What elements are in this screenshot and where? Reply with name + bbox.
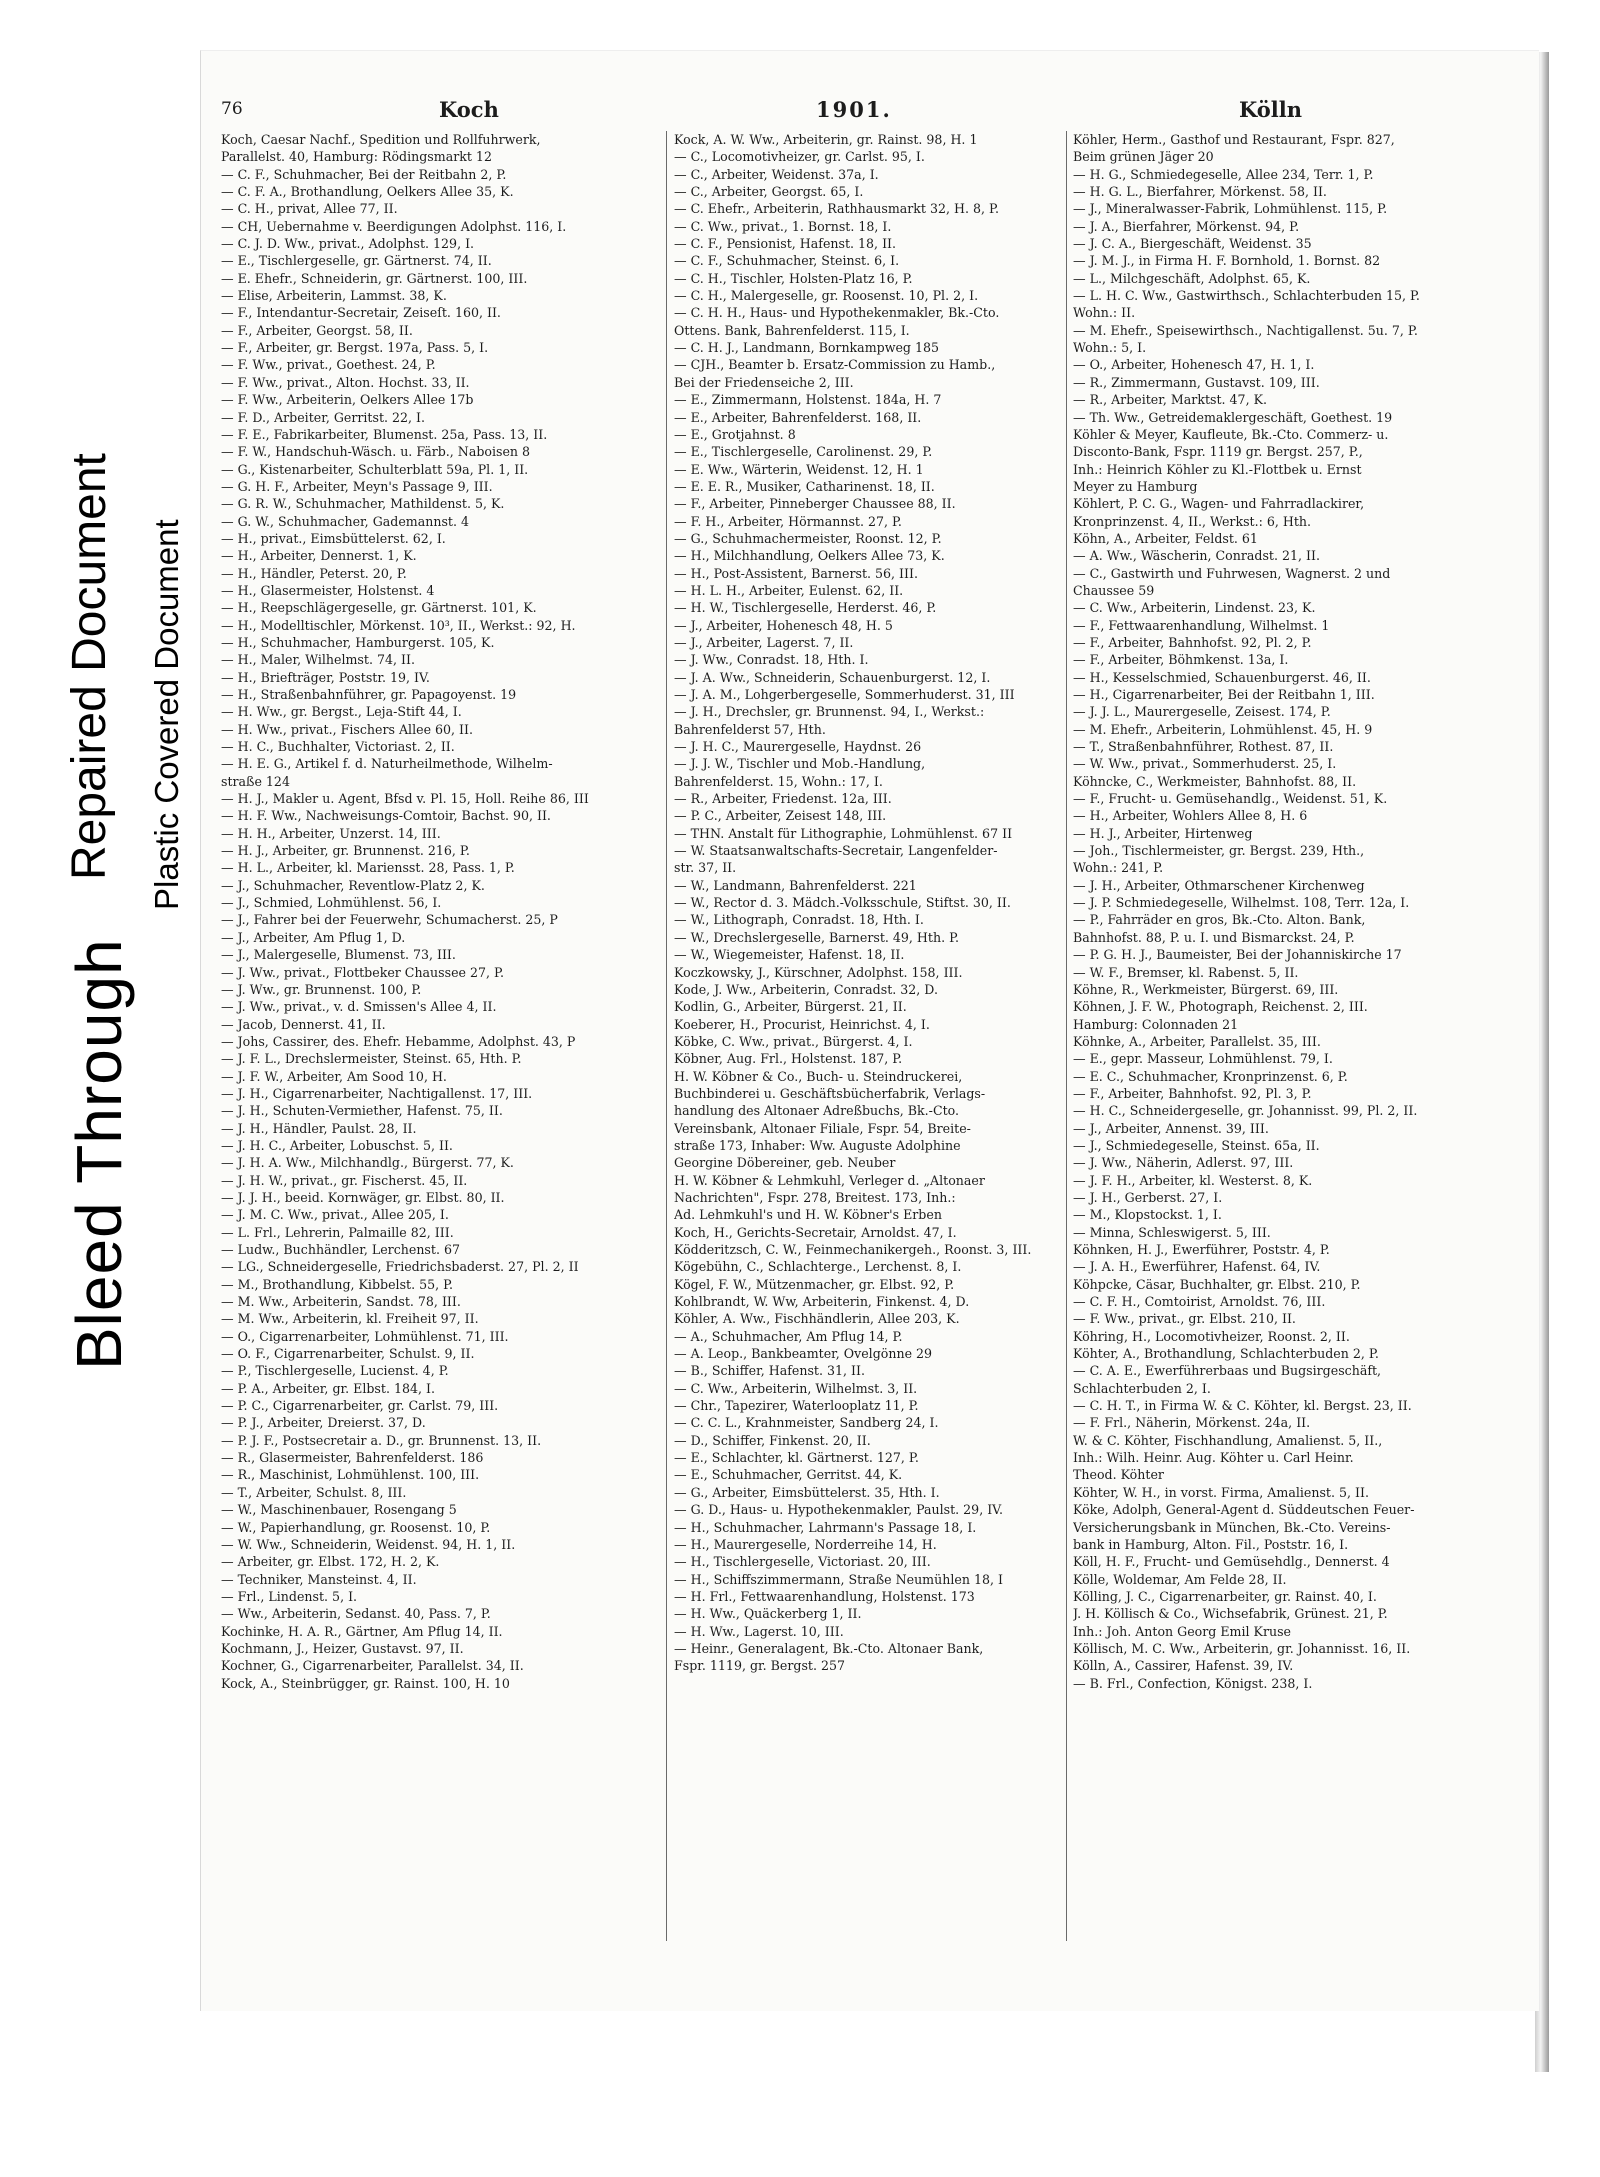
directory-entry: — C. Ww., privat., 1. Bornst. 18, I. bbox=[674, 218, 892, 234]
directory-entry: — J. Ww., Näherin, Adlerst. 97, III. bbox=[1073, 1155, 1294, 1171]
directory-entry: — CH, Uebernahme v. Beerdigungen Adolphst. 116, I. bbox=[221, 218, 567, 234]
directory-entry: — E., Schlachter, kl. Gärtnerst. 127, P. bbox=[674, 1450, 919, 1466]
directory-entry: — C. Ww., Arbeiterin, Wilhelmst. 3, II. bbox=[674, 1380, 918, 1396]
directory-entry: — J. P. Schmiedegeselle, Wilhelmst. 108, Terr. 12a, I. bbox=[1073, 895, 1410, 911]
directory-entry: Köhn, A., Arbeiter, Feldst. 61 bbox=[1073, 530, 1258, 546]
directory-entry: — Joh., Tischlermeister, gr. Bergst. 239, Hth., bbox=[1073, 843, 1365, 859]
running-head bbox=[201, 97, 1539, 131]
directory-entry: — M. Ehefr., Speisewirthsch., Nachtigallenst. 5u. 7, P. bbox=[1073, 322, 1418, 338]
directory-entry: H. W. Köbner & Lehmkuhl, Verleger d. „Altonaer bbox=[674, 1172, 985, 1188]
directory-entry: — J. H., Arbeiter, Othmarschener Kirchenweg bbox=[1073, 877, 1365, 893]
directory-entry: Kock, A., Steinbrügger, gr. Rainst. 100, H. 10 bbox=[221, 1675, 510, 1691]
directory-entry: — R., Glasermeister, Bahrenfelderst. 186 bbox=[221, 1450, 484, 1466]
directory-entry: Köhler & Meyer, Kaufleute, Bk.-Cto. Commerz- u. bbox=[1073, 426, 1389, 442]
directory-entry: Köhnen, J. F. W., Photograph, Reichenst. 2, III. bbox=[1073, 999, 1368, 1015]
directory-entry: — H. F. Ww., Nachweisungs-Comtoir, Bachst. 90, II. bbox=[221, 808, 551, 824]
directory-entry: — Heinr., Generalagent, Bk.-Cto. Altonaer Bank, bbox=[674, 1640, 984, 1656]
directory-entry: Köhnken, H. J., Ewerführer, Poststr. 4, P. bbox=[1073, 1242, 1330, 1257]
directory-entry: — O., Arbeiter, Hohenesch 47, H. 1, I. bbox=[1073, 357, 1315, 373]
directory-entry: — T., Arbeiter, Schulst. 8, III. bbox=[221, 1484, 407, 1500]
directory-entry: — H. L. H., Arbeiter, Eulenst. 62, II. bbox=[674, 582, 904, 598]
directory-entry: Inh.: Heinrich Köhler zu Kl.-Flottbek u. Ernst bbox=[1073, 461, 1362, 477]
directory-entry: — P. G. H. J., Baumeister, Bei der Johanniskirche 17 bbox=[1073, 947, 1402, 963]
directory-entry: — F. W., Handschuh-Wäsch. u. Färb., Naboisen 8 bbox=[221, 444, 531, 460]
directory-entry: — W. F., Bremser, kl. Rabenst. 5, II. bbox=[1073, 964, 1299, 980]
directory-entry: — F. Frl., Näherin, Mörkenst. 24a, II. bbox=[1073, 1415, 1311, 1431]
directory-column-2 bbox=[674, 131, 1054, 1951]
year-heading: 1901. bbox=[816, 97, 892, 122]
directory-entry: Köhler, A. Ww., Fischhändlerin, Allee 203, K. bbox=[674, 1311, 960, 1327]
directory-entry: — M. Ehefr., Arbeiterin, Lohmühlenst. 45, H. 9 bbox=[1073, 721, 1373, 737]
directory-entry: Kodlin, G., Arbeiter, Bürgerst. 21, II. bbox=[674, 999, 907, 1015]
directory-entry: Kögel, F. W., Mützenmacher, gr. Elbst. 92, P. bbox=[674, 1276, 955, 1292]
directory-entry: — H., Glasermeister, Holstenst. 4 bbox=[221, 582, 435, 598]
directory-entry: Köhpcke, Cäsar, Buchhalter, gr. Elbst. 210, P. bbox=[1073, 1276, 1361, 1292]
directory-entry: — F., Fettwaarenhandlung, Wilhelmst. 1 bbox=[1073, 617, 1330, 633]
directory-entry: — J. A. H., Ewerführer, Hafenst. 64, IV. bbox=[1073, 1259, 1321, 1275]
directory-entry: — H., Post-Assistent, Barnerst. 56, III. bbox=[674, 565, 918, 581]
directory-entry: — C. F., Schuhmacher, Bei der Reitbahn 2, P. bbox=[221, 166, 507, 182]
directory-column-3 bbox=[1073, 131, 1513, 1951]
directory-entry: — J., Arbeiter, Am Pflug 1, D. bbox=[221, 929, 406, 945]
plastic-covered-label: Plastic Covered Document bbox=[148, 519, 185, 910]
directory-entry: Parallelst. 40, Hamburg: Rödingsmarkt 12 bbox=[221, 149, 492, 165]
directory-entry: Buchbinderei u. Geschäftsbücherfabrik, Verlags- bbox=[674, 1085, 986, 1101]
directory-entry: — W., Landmann, Bahrenfelderst. 221 bbox=[674, 877, 917, 893]
directory-entry: — J. F. H., Arbeiter, kl. Westerst. 8, K. bbox=[1073, 1172, 1313, 1188]
directory-entry: — P., Fahrräder en gros, Bk.-Cto. Alton. Bank, bbox=[1073, 912, 1366, 928]
directory-entry: — P. A., Arbeiter, gr. Elbst. 184, I. bbox=[221, 1380, 435, 1396]
directory-entry: — J. H., Drechsler, gr. Brunnenst. 94, I., Werkst.: bbox=[674, 704, 985, 720]
directory-entry: — H., Briefträger, Poststr. 19, IV. bbox=[221, 669, 430, 685]
directory-entry: Köhnke, A., Arbeiter, Parallelst. 35, III. bbox=[1073, 1033, 1321, 1049]
directory-entry: — J. F. W., Arbeiter, Am Sood 10, H. bbox=[221, 1068, 447, 1084]
directory-entry: — J. M. J., in Firma H. F. Bornhold, 1. Bornst. 82 bbox=[1073, 253, 1381, 269]
directory-entry: — J. H. W., privat., gr. Fischerst. 45, II. bbox=[221, 1172, 468, 1188]
directory-entry: — C. F., Pensionist, Hafenst. 18, II. bbox=[674, 236, 897, 252]
directory-entry: — H. Ww., Quäckerberg 1, II. bbox=[674, 1606, 862, 1622]
directory-entry: Disconto-Bank, Fspr. 1119 gr. Bergst. 257, P., bbox=[1073, 444, 1363, 460]
directory-entry: Köhlert, P. C. G., Wagen- und Fahrradlackirer, bbox=[1073, 496, 1365, 512]
directory-entry: — C., Gastwirth und Fuhrwesen, Wagnerst. 2 und bbox=[1073, 565, 1391, 581]
directory-entry: — Arbeiter, gr. Elbst. 172, H. 2, K. bbox=[221, 1554, 440, 1570]
directory-entry: — LG., Schneidergeselle, Friedrichsbaderst. 27, Pl. 2, II bbox=[221, 1259, 579, 1275]
directory-entry: — J., Arbeiter, Lagerst. 7, II. bbox=[674, 634, 854, 650]
directory-entry: — G. D., Haus- u. Hypothekenmakler, Paulst. 29, IV. bbox=[674, 1502, 1004, 1518]
directory-entry: — H. G. L., Bierfahrer, Mörkenst. 58, II. bbox=[1073, 184, 1327, 200]
directory-entry: — J., Malergeselle, Blumenst. 73, III. bbox=[221, 947, 456, 963]
directory-entry: — M., Klopstockst. 1, I. bbox=[1073, 1207, 1222, 1223]
directory-entry: — C., Arbeiter, Weidenst. 37a, I. bbox=[674, 166, 879, 182]
directory-entry: Koch, H., Gerichts-Secretair, Arnoldst. 47, I. bbox=[674, 1224, 957, 1240]
directory-entry: — C. H. H., Haus- und Hypothekenmakler, Bk.-Cto. bbox=[674, 305, 1000, 321]
directory-entry: — J. H., Schuten-Vermiether, Hafenst. 75, II. bbox=[221, 1103, 503, 1119]
directory-entry: — J. J. H., beeid. Kornwäger, gr. Elbst. 80, II. bbox=[221, 1189, 505, 1205]
directory-entry: — G., Arbeiter, Eimsbüttelerst. 35, Hth. I. bbox=[674, 1484, 940, 1500]
directory-entry: Köhler, Herm., Gasthof und Restaurant, Fspr. 827, bbox=[1073, 132, 1395, 147]
directory-entry: — F. H., Arbeiter, Hörmannst. 27, P. bbox=[674, 513, 902, 529]
directory-entry: — H., Schiffszimmermann, Straße Neumühlen 18, I bbox=[674, 1571, 1003, 1587]
directory-entry: handlung des Altonaer Adreßbuchs, Bk.-Cto. bbox=[674, 1103, 960, 1119]
directory-entry: — Frl., Lindenst. 5, I. bbox=[221, 1588, 358, 1604]
directory-entry: — W., Maschinenbauer, Rosengang 5 bbox=[221, 1502, 457, 1518]
directory-entry: W. & C. Köhter, Fischhandlung, Amalienst. 5, II., bbox=[1073, 1432, 1383, 1448]
directory-entry: Meyer zu Hamburg bbox=[1073, 478, 1198, 494]
directory-entry: — L. H. C. Ww., Gastwirthsch., Schlachterbuden 15, P. bbox=[1073, 288, 1420, 304]
directory-entry: Wohn.: 5, I. bbox=[1073, 340, 1147, 356]
directory-entry: Kögebühn, C., Schlachterge., Lerchenst. 8, I. bbox=[674, 1259, 962, 1275]
directory-entry: — F., Arbeiter, Pinneberger Chaussee 88, II. bbox=[674, 496, 956, 512]
directory-entry: Schlachterbuden 2, I. bbox=[1073, 1380, 1211, 1396]
directory-entry: — H. Ww., gr. Bergst., Leja-Stift 44, I. bbox=[221, 704, 462, 720]
directory-entry: — H. L., Arbeiter, kl. Mariensst. 28, Pass. 1, P. bbox=[221, 860, 515, 876]
directory-entry: Koch, Caesar Nachf., Spedition und Rollfuhrwerk, bbox=[221, 132, 541, 147]
directory-entry: str. 37, II. bbox=[674, 860, 737, 876]
directory-entry: — A. Leop., Bankbeamter, Ovelgönne 29 bbox=[674, 1346, 933, 1362]
directory-entry: — H., Cigarrenarbeiter, Bei der Reitbahn 1, III. bbox=[1073, 687, 1375, 702]
directory-entry: — J. Ww., Conradst. 18, Hth. I. bbox=[674, 652, 869, 668]
directory-entry: Köhter, A., Brothandlung, Schlachterbuden 2, P. bbox=[1073, 1346, 1379, 1362]
directory-entry: Köbke, C. Ww., privat., Bürgerst. 4, I. bbox=[674, 1033, 913, 1049]
directory-entry: Bahrenfelderst. 15, Wohn.: 17, I. bbox=[674, 773, 883, 789]
directory-entry: — G., Schuhmachermeister, Roonst. 12, P. bbox=[674, 530, 942, 546]
directory-entry: — P. C., Cigarrenarbeiter, gr. Carlst. 79, III. bbox=[221, 1398, 499, 1414]
directory-entry: — H., Kesselschmied, Schauenburgerst. 46, II. bbox=[1073, 669, 1371, 685]
directory-entry: Wohn.: 241, P. bbox=[1073, 860, 1164, 876]
directory-entry: Versicherungsbank in München, Bk.-Cto. Vereins- bbox=[1073, 1519, 1391, 1535]
directory-entry: — H. Ww., Lagerst. 10, III. bbox=[674, 1623, 844, 1639]
directory-entry: Kochmann, J., Heizer, Gustavst. 97, II. bbox=[221, 1640, 464, 1656]
directory-entry: — F., Intendantur-Secretair, Zeiseſt. 160, II. bbox=[221, 305, 501, 321]
directory-entry: — P. C., Arbeiter, Zeisest 148, III. bbox=[674, 808, 887, 824]
directory-entry: H. W. Köbner & Co., Buch- u. Steindruckerei, bbox=[674, 1068, 963, 1084]
directory-entry: — H. H., Arbeiter, Unzerst. 14, III. bbox=[221, 825, 441, 841]
directory-entry: — C. Ww., Arbeiterin, Lindenst. 23, K. bbox=[1073, 600, 1316, 616]
directory-entry: — J. H., Cigarrenarbeiter, Nachtigallenst. 17, III. bbox=[221, 1085, 533, 1101]
directory-entry: — Chr., Tapezirer, Waterlooplatz 11, P. bbox=[674, 1398, 919, 1414]
directory-entry: — M. Ww., Arbeiterin, kl. Freiheit 97, II. bbox=[221, 1311, 479, 1327]
directory-entry: — E., Schuhmacher, Gerritst. 44, K. bbox=[674, 1467, 903, 1483]
directory-entry: — J. H. A. Ww., Milchhandlg., Bürgerst. 77, K. bbox=[221, 1155, 514, 1171]
directory-entry: — H. W., Tischlergeselle, Herderst. 46, P. bbox=[674, 600, 937, 616]
directory-entry: — A. Ww., Wäscherin, Conradst. 21, II. bbox=[1073, 548, 1320, 564]
directory-entry: — C., Arbeiter, Georgst. 65, I. bbox=[674, 184, 864, 200]
directory-entry: — J., Fahrer bei der Feuerwehr, Schumacherst. 25, P bbox=[221, 912, 558, 928]
directory-entry: straße 173, Inhaber: Ww. Auguste Adolphine bbox=[674, 1137, 961, 1153]
directory-entry: — O., Cigarrenarbeiter, Lohmühlenst. 71, III. bbox=[221, 1328, 509, 1344]
directory-entry: Köbner, Aug. Frl., Holstenst. 187, P. bbox=[674, 1051, 903, 1067]
directory-entry: — W., Rector d. 3. Mädch.-Volksschule, Stiftst. 30, II. bbox=[674, 895, 1011, 911]
directory-entry: — H., Maurergeselle, Norderreihe 14, H. bbox=[674, 1536, 937, 1552]
directory-entry: — H. Frl., Fettwaarenhandlung, Holstenst. 173 bbox=[674, 1588, 975, 1604]
directory-entry: — G. H. F., Arbeiter, Meyn's Passage 9, III. bbox=[221, 478, 493, 494]
directory-entry: — J. C. A., Biergeschäft, Weidenst. 35 bbox=[1073, 236, 1312, 252]
directory-entry: — J., Schmied, Lohmühlenst. 56, I. bbox=[221, 895, 442, 911]
side-labels bbox=[0, 0, 200, 2177]
directory-entry: — M., Brothandlung, Kibbelst. 55, P. bbox=[221, 1276, 454, 1292]
directory-entry: — Ww., Arbeiterin, Sedanst. 40, Pass. 7, P. bbox=[221, 1606, 491, 1622]
directory-entry: — B., Schiffer, Hafenst. 31, II. bbox=[674, 1363, 865, 1379]
left-keyword: Koch bbox=[439, 97, 499, 122]
directory-entry: — W., Papierhandlung, gr. Roosenst. 10, P. bbox=[221, 1519, 491, 1535]
directory-entry: — J. Ww., privat., Flottbeker Chaussee 27, P. bbox=[221, 964, 504, 980]
directory-entry: — C. F., Schuhmacher, Steinst. 6, I. bbox=[674, 253, 900, 269]
directory-entry: — W., Wiegemeister, Hafenst. 18, II. bbox=[674, 947, 905, 963]
directory-entry: Wohn.: II. bbox=[1073, 305, 1136, 321]
directory-entry: — H., Händler, Peterst. 20, P. bbox=[221, 565, 407, 581]
directory-entry: — J. A., Bierfahrer, Mörkenst. 94, P. bbox=[1073, 218, 1300, 234]
bleed-through-label: Bleed Through bbox=[63, 938, 135, 1370]
directory-entry: — C. H., Malergeselle, gr. Roosenst. 10, Pl. 2, I. bbox=[674, 288, 979, 304]
directory-entry: Ottens. Bank, Bahrenfelderst. 115, I. bbox=[674, 322, 910, 338]
directory-entry: — J. J. W., Tischler und Mob.-Handlung, bbox=[674, 756, 926, 772]
directory-entry: Bahnhofst. 88, P. u. I. und Bismarckst. 24, P. bbox=[1073, 929, 1355, 945]
directory-entry: Köhne, R., Werkmeister, Bürgerst. 69, III. bbox=[1073, 981, 1339, 997]
directory-entry: — R., Arbeiter, Friedenst. 12a, III. bbox=[674, 791, 892, 807]
directory-entry: Köll, H. F., Frucht- und Gemüsehdlg., Dennerst. 4 bbox=[1073, 1554, 1390, 1570]
directory-entry: Koczkowsky, J., Kürschner, Adolphst. 158, III. bbox=[674, 964, 963, 980]
directory-entry: — F., Arbeiter, Georgst. 58, II. bbox=[221, 322, 413, 338]
directory-entry: Hamburg: Colonnaden 21 bbox=[1073, 1016, 1239, 1032]
repaired-document-label: Repaired Document bbox=[63, 453, 116, 880]
directory-entry: — F. E., Fabrikarbeiter, Blumenst. 25a, Pass. 13, II. bbox=[221, 426, 548, 442]
directory-entry: — W. Ww., privat., Sommerhuderst. 25, I. bbox=[1073, 756, 1337, 772]
directory-entry: — F., Arbeiter, Bahnhofst. 92, Pl. 2, P. bbox=[1073, 634, 1312, 650]
directory-entry: — CJH., Beamter b. Ersatz-Commission zu Hamb., bbox=[674, 357, 996, 373]
directory-entry: — W., Drechslergeselle, Barnerst. 49, Hth. P. bbox=[674, 929, 960, 945]
directory-entry: — J., Schmiedegeselle, Steinst. 65a, II. bbox=[1073, 1137, 1320, 1153]
directory-entry: — J. Ww., privat., v. d. Smissen's Allee 4, II. bbox=[221, 999, 497, 1015]
directory-entry: Chaussee 59 bbox=[1073, 582, 1155, 598]
directory-entry: Ködderitzsch, C. W., Feinmechanikergeh., Roonst. 3, III. bbox=[674, 1242, 1032, 1257]
directory-entry: — C. F. H., Comtoirist, Arnoldst. 76, III. bbox=[1073, 1294, 1326, 1310]
directory-entry: — G., Kistenarbeiter, Schulterblatt 59a, Pl. 1, II. bbox=[221, 461, 529, 477]
directory-entry: — A., Schuhmacher, Am Pflug 14, P. bbox=[674, 1328, 903, 1344]
directory-entry: — F. Ww., privat., gr. Elbst. 210, II. bbox=[1073, 1311, 1296, 1327]
directory-entry: — M. Ww., Arbeiterin, Sandst. 78, III. bbox=[221, 1294, 461, 1310]
directory-entry: — B. Frl., Confection, Königst. 238, I. bbox=[1073, 1675, 1313, 1691]
directory-entry: — Minna, Schleswigerst. 5, III. bbox=[1073, 1224, 1271, 1240]
directory-entry: Kode, J. Ww., Arbeiterin, Conradst. 32, D. bbox=[674, 981, 938, 997]
directory-entry: — H., Tischlergeselle, Victoriast. 20, III. bbox=[674, 1554, 931, 1570]
directory-entry: Beim grünen Jäger 20 bbox=[1073, 149, 1214, 165]
directory-entry: Kölln, A., Cassirer, Hafenst. 39, IV. bbox=[1073, 1658, 1294, 1674]
column-rule bbox=[666, 131, 667, 1941]
directory-entry: — C. H., Tischler, Holsten-Platz 16, P. bbox=[674, 270, 913, 286]
directory-entry: — J. A. M., Lohgerbergeselle, Sommerhuderst. 31, III bbox=[674, 687, 1015, 702]
directory-entry: — E. E. R., Musiker, Catharinenst. 18, II. bbox=[674, 478, 935, 494]
directory-entry: — H., privat., Eimsbüttelerst. 62, I. bbox=[221, 530, 446, 546]
directory-entry: Köhncke, C., Werkmeister, Bahnhofst. 88, II. bbox=[1073, 773, 1357, 789]
directory-entry: Koeberer, H., Procurist, Heinrichst. 4, I. bbox=[674, 1016, 930, 1032]
directory-entry: — E. C., Schuhmacher, Kronprinzenst. 6, P. bbox=[1073, 1068, 1348, 1084]
directory-entry: Köllisch, M. C. Ww., Arbeiterin, gr. Johannisst. 16, II. bbox=[1073, 1640, 1411, 1656]
directory-entry: — H. Ww., privat., Fischers Allee 60, II. bbox=[221, 721, 474, 737]
directory-entry: — R., Maschinist, Lohmühlenst. 100, III. bbox=[221, 1467, 480, 1483]
directory-entry: — E. Ww., Wärterin, Weidenst. 12, H. 1 bbox=[674, 461, 924, 477]
directory-entry: Bahrenfelderst 57, Hth. bbox=[674, 721, 826, 737]
directory-entry: — H., Schuhmacher, Hamburgerst. 105, K. bbox=[221, 634, 495, 650]
directory-entry: Ad. Lehmkuhl's und H. W. Köbner's Erben bbox=[674, 1207, 942, 1223]
directory-entry: — C. H. T., in Firma W. & C. Köhter, kl. Bergst. 23, II. bbox=[1073, 1398, 1412, 1414]
directory-entry: — H. C., Buchhalter, Victoriast. 2, II. bbox=[221, 739, 455, 755]
directory-entry: Georgine Döbereiner, geb. Neuber bbox=[674, 1155, 896, 1171]
directory-entry: — D., Schiffer, Finkenst. 20, II. bbox=[674, 1432, 871, 1448]
directory-entry: — THN. Anstalt für Lithographie, Lohmühlenst. 67 II bbox=[674, 825, 1013, 841]
directory-entry: — F. Ww., privat., Alton. Hochst. 33, II. bbox=[221, 374, 470, 390]
directory-entry: — G. R. W., Schuhmacher, Mathildenst. 5, K. bbox=[221, 496, 505, 512]
directory-entry: Kölle, Woldemar, Am Felde 28, II. bbox=[1073, 1571, 1287, 1587]
directory-entry: Bei der Friedenseiche 2, III. bbox=[674, 374, 854, 390]
directory-entry: — J. Ww., gr. Brunnenst. 100, P. bbox=[221, 981, 422, 997]
directory-entry: — H., Arbeiter, Dennerst. 1, K. bbox=[221, 548, 417, 564]
directory-entry: — H., Schuhmacher, Lahrmann's Passage 18, I. bbox=[674, 1519, 977, 1535]
directory-entry: — C. A. E., Ewerführerbaas und Bugsirgeschäft, bbox=[1073, 1363, 1382, 1379]
directory-entry: — E., Tischlergeselle, Carolinenst. 29, P. bbox=[674, 444, 933, 460]
directory-entry: — W. Ww., Schneiderin, Weidenst. 94, H. 1, II. bbox=[221, 1536, 516, 1552]
directory-entry: — J. H. C., Maurergeselle, Haydnst. 26 bbox=[674, 739, 922, 755]
directory-entry: — C. C. L., Krahnmeister, Sandberg 24, I. bbox=[674, 1415, 939, 1431]
directory-entry: Köhring, H., Locomotivheizer, Roonst. 2, II. bbox=[1073, 1328, 1350, 1344]
directory-entry: — H. G., Schmiedegeselle, Allee 234, Terr. 1, P. bbox=[1073, 166, 1374, 182]
directory-entry: — H. J., Arbeiter, gr. Brunnenst. 216, P. bbox=[221, 843, 470, 859]
directory-entry: — C. F. A., Brothandlung, Oelkers Allee 35, K. bbox=[221, 184, 514, 200]
directory-entry: — P. J., Arbeiter, Dreierst. 37, D. bbox=[221, 1415, 426, 1431]
directory-entry: — F., Arbeiter, Bahnhofst. 92, Pl. 3, P. bbox=[1073, 1085, 1312, 1101]
directory-entry: — C. Ehefr., Arbeiterin, Rathhausmarkt 32, H. 8, P. bbox=[674, 201, 999, 217]
directory-entry: — E., Grotjahnst. 8 bbox=[674, 426, 796, 442]
directory-entry: straße 124 bbox=[221, 773, 290, 789]
directory-column-1 bbox=[221, 131, 601, 1951]
directory-entry: — J. H., Gerberst. 27, I. bbox=[1073, 1189, 1223, 1205]
directory-entry: — L. Frl., Lehrerin, Palmaille 82, III. bbox=[221, 1224, 454, 1240]
directory-entry: Theod. Köhter bbox=[1073, 1467, 1164, 1483]
directory-entry: Kohlbrandt, W. Ww, Arbeiterin, Finkenst. 4, D. bbox=[674, 1294, 970, 1310]
directory-entry: — W., Lithograph, Conradst. 18, Hth. I. bbox=[674, 912, 924, 928]
directory-entry: Kölling, J. C., Cigarrenarbeiter, gr. Rainst. 40, I. bbox=[1073, 1588, 1377, 1604]
directory-entry: Kock, A. W. Ww., Arbeiterin, gr. Rainst. 98, H. 1 bbox=[674, 132, 978, 147]
directory-entry: — R., Arbeiter, Marktst. 47, K. bbox=[1073, 392, 1267, 408]
directory-entry: bank in Hamburg, Alton. Fil., Poststr. 16, I. bbox=[1073, 1536, 1349, 1552]
directory-entry: Kochner, G., Cigarrenarbeiter, Parallelst. 34, II. bbox=[221, 1658, 524, 1674]
directory-entry: — H. C., Schneidergeselle, gr. Johannisst. 99, Pl. 2, II. bbox=[1073, 1103, 1418, 1119]
directory-entry: — F., Arbeiter, gr. Bergst. 197a, Pass. 5, I. bbox=[221, 340, 489, 356]
directory-entry: Inh.: Wilh. Heinr. Aug. Köhter u. Carl Heinr. bbox=[1073, 1450, 1354, 1466]
directory-entry: — J. M. C. Ww., privat., Allee 205, I. bbox=[221, 1207, 449, 1223]
directory-entry: — G. W., Schuhmacher, Gademannst. 4 bbox=[221, 513, 469, 529]
directory-entry: — Techniker, Mansteinst. 4, II. bbox=[221, 1571, 417, 1587]
directory-entry: — H., Reepschlägergeselle, gr. Gärtnerst. 101, K. bbox=[221, 600, 537, 616]
directory-entry: — C. H. J., Landmann, Bornkampweg 185 bbox=[674, 340, 940, 356]
directory-entry: Köke, Adolph, General-Agent d. Süddeutschen Feuer- bbox=[1073, 1502, 1415, 1518]
directory-entry: — J. F. L., Drechslermeister, Steinst. 65, Hth. P. bbox=[221, 1051, 522, 1067]
directory-entry: — H., Modelltischler, Mörkenst. 10³, II., Werkst.: 92, H. bbox=[221, 617, 576, 633]
directory-entry: — C., Locomotivheizer, gr. Carlst. 95, I. bbox=[674, 149, 925, 165]
directory-entry: — F. D., Arbeiter, Gerritst. 22, I. bbox=[221, 409, 426, 425]
directory-entry: — C. J. D. Ww., privat., Adolphst. 129, I. bbox=[221, 236, 475, 252]
directory-entry: — H., Straßenbahnführer, gr. Papagoyenst. 19 bbox=[221, 687, 517, 702]
directory-entry: — J. A. Ww., Schneiderin, Schauenburgerst. 12, I. bbox=[674, 669, 991, 685]
directory-entry: Kochinke, H. A. R., Gärtner, Am Pflug 14, II. bbox=[221, 1623, 503, 1639]
scanned-page bbox=[200, 50, 1539, 2011]
directory-entry: — Elise, Arbeiterin, Lammst. 38, K. bbox=[221, 288, 447, 304]
page-number: 76 bbox=[221, 99, 243, 119]
directory-entry: — W. Staatsanwaltschafts-Secretair, Langenfelder- bbox=[674, 843, 998, 859]
right-keyword: Kölln bbox=[1239, 97, 1303, 122]
directory-entry: J. H. Köllisch & Co., Wichsefabrik, Grünest. 21, P. bbox=[1073, 1606, 1388, 1622]
directory-entry: — E., Tischlergeselle, gr. Gärtnerst. 74, II. bbox=[221, 253, 492, 269]
directory-entry: — Ludw., Buchhändler, Lerchenst. 67 bbox=[221, 1242, 460, 1257]
directory-entry: — J., Arbeiter, Annenst. 39, III. bbox=[1073, 1120, 1269, 1136]
directory-entry: — H. J., Arbeiter, Hirtenweg bbox=[1073, 825, 1253, 841]
directory-entry: — R., Zimmermann, Gustavst. 109, III. bbox=[1073, 374, 1320, 390]
directory-entry: — F., Arbeiter, Böhmkenst. 13a, I. bbox=[1073, 652, 1289, 668]
directory-entry: — J., Mineralwasser-Fabrik, Lohmühlenst. 115, P. bbox=[1073, 201, 1388, 217]
directory-entry: — H. J., Makler u. Agent, Bfsd v. Pl. 15, Holl. Reihe 86, III bbox=[221, 791, 589, 807]
directory-entry: Köhter, W. H., in vorst. Firma, Amalienst. 5, II. bbox=[1073, 1484, 1369, 1500]
directory-entry: — E., Zimmermann, Holstenst. 184a, H. 7 bbox=[674, 392, 942, 408]
directory-entry: — T., Straßenbahnführer, Rothest. 87, II. bbox=[1073, 739, 1334, 755]
directory-entry: — L., Milchgeschäft, Adolphst. 65, K. bbox=[1073, 270, 1311, 286]
directory-entry: — E., Arbeiter, Bahrenfelderst. 168, II. bbox=[674, 409, 922, 425]
directory-entry: — E. Ehefr., Schneiderin, gr. Gärtnerst. 100, III. bbox=[221, 270, 528, 286]
directory-entry: — Johs, Cassirer, des. Ehefr. Hebamme, Adolphst. 43, P bbox=[221, 1033, 576, 1049]
column-rule bbox=[1066, 131, 1067, 1941]
directory-entry: — Jacob, Dennerst. 41, II. bbox=[221, 1016, 386, 1032]
directory-entry: Kronprinzenst. 4, II., Werkst.: 6, Hth. bbox=[1073, 513, 1312, 529]
directory-entry: Vereinsbank, Altonaer Filiale, Fspr. 54, Breite- bbox=[674, 1120, 971, 1136]
directory-entry: — J., Arbeiter, Hohenesch 48, H. 5 bbox=[674, 617, 893, 633]
directory-entry: — J. H. C., Arbeiter, Lobuschst. 5, II. bbox=[221, 1137, 453, 1153]
directory-entry: Nachrichten", Fspr. 278, Breitest. 173, Inh.: bbox=[674, 1189, 956, 1205]
directory-entry: Inh.: Joh. Anton Georg Emil Kruse bbox=[1073, 1623, 1291, 1639]
directory-entry: — H., Arbeiter, Wohlers Allee 8, H. 6 bbox=[1073, 808, 1308, 824]
directory-entry: — F., Frucht- u. Gemüsehandlg., Weidenst. 51, K. bbox=[1073, 791, 1388, 807]
directory-entry: — H. E. G., Artikel f. d. Naturheilmethode, Wilhelm- bbox=[221, 756, 553, 772]
directory-entry: — E., gepr. Masseur, Lohmühlenst. 79, I. bbox=[1073, 1051, 1333, 1067]
directory-entry: — H., Milchhandlung, Oelkers Allee 73, K. bbox=[674, 548, 945, 564]
directory-entry: — J. J. L., Maurergeselle, Zeisest. 174, P. bbox=[1073, 704, 1331, 720]
directory-entry: — Th. Ww., Getreidemaklergeschäft, Goethest. 19 bbox=[1073, 409, 1393, 425]
directory-entry: — F. Ww., Arbeiterin, Oelkers Allee 17b bbox=[221, 392, 474, 408]
directory-entry: Fspr. 1119, gr. Bergst. 257 bbox=[674, 1658, 846, 1674]
directory-entry: — P., Tischlergeselle, Lucienst. 4, P. bbox=[221, 1363, 449, 1379]
directory-entry: — F. Ww., privat., Goethest. 24, P. bbox=[221, 357, 436, 373]
directory-entry: — H., Maler, Wilhelmst. 74, II. bbox=[221, 652, 415, 668]
directory-entry: — O. F., Cigarrenarbeiter, Schulst. 9, II. bbox=[221, 1346, 475, 1362]
directory-entry: — C. H., privat, Allee 77, II. bbox=[221, 201, 398, 217]
directory-entry: — J. H., Händler, Paulst. 28, II. bbox=[221, 1120, 417, 1136]
directory-entry: — J., Schuhmacher, Reventlow-Platz 2, K. bbox=[221, 877, 485, 893]
directory-entry: — P. J. F., Postsecretair a. D., gr. Brunnenst. 13, II. bbox=[221, 1432, 542, 1448]
